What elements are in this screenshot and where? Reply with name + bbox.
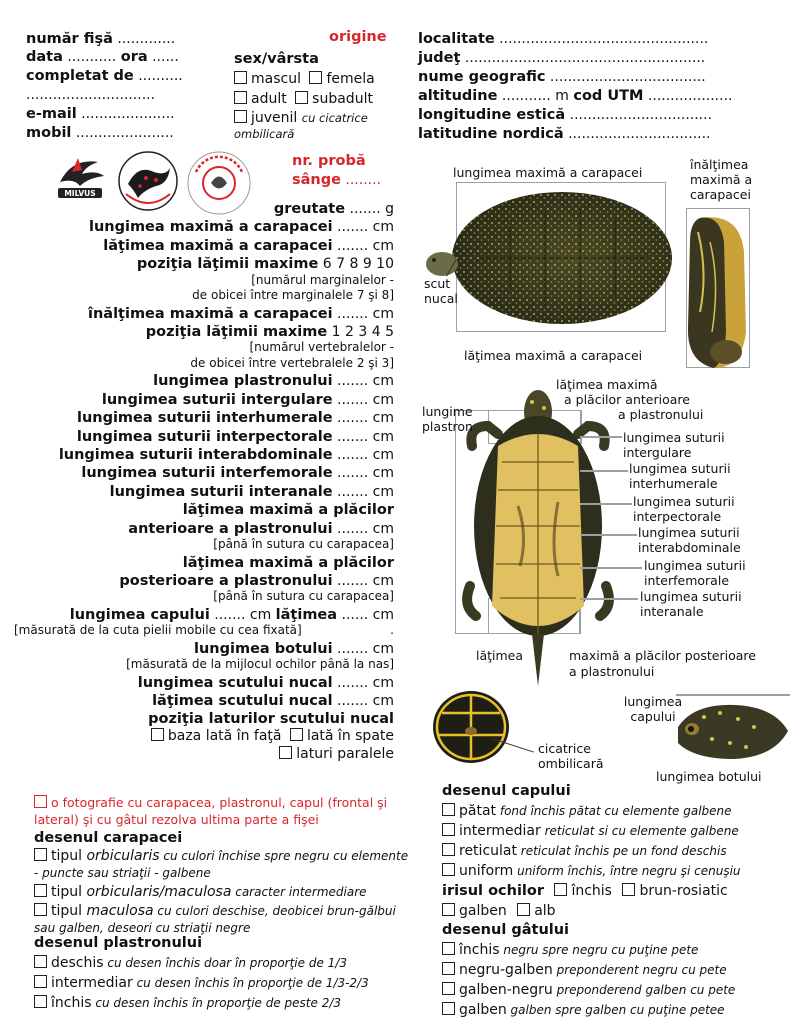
measurement-value[interactable]: ....... g: [345, 201, 394, 217]
origine-label: origine: [329, 29, 387, 45]
label-umbilical: cicatrice ombilicară: [538, 741, 604, 771]
label-carapace-width: lăţimea maximă a carapacei: [464, 348, 643, 363]
photo-note: o fotografie cu carapacea, plastronul, capul (frontal şi lateral) şi cu gâtul rezolva ultima parte a fişei: [34, 795, 388, 827]
measurement-value[interactable]: ....... cm: [332, 447, 394, 463]
sex-title: sex/vârsta: [234, 51, 319, 67]
label-suture-interfemoral: lungimea suturii interfemorale: [644, 558, 746, 588]
measurement-label: lăţimea maximă a plăcilor: [182, 502, 394, 519]
measurement-note: [numărul marginalelor -: [251, 272, 394, 287]
sex-row-2: adult subadult: [234, 90, 373, 109]
measurement-value[interactable]: ....... cm: [332, 465, 394, 482]
field-judet[interactable]: judeţ ......................................................: [418, 50, 706, 66]
iris-row-2: galben alb: [442, 901, 792, 921]
milvus-logo: [52, 152, 108, 204]
head-pattern-section: [442, 782, 792, 1020]
checkbox-iris-galben[interactable]: [442, 903, 455, 916]
checkbox-nucal-front[interactable]: [151, 728, 164, 741]
checkbox-subadult[interactable]: [295, 91, 308, 104]
field-nume-geografic[interactable]: nume geografic ...................................: [418, 69, 706, 85]
measurement-value[interactable]: ....... cm: [332, 237, 394, 254]
neck-items-option[interactable]: închis negru spre negru cu puţine pete: [442, 940, 792, 960]
label-suture-interabdominal: lungimea suturii interabdominale: [638, 525, 741, 555]
plastron-items-option[interactable]: închis cu desen închis în proporţie de peste 2/3: [34, 993, 414, 1013]
field-numar-fisa[interactable]: număr fişă .............: [26, 31, 176, 47]
sex-row-1: mascul femela: [234, 70, 375, 89]
measurement-note: de obicei între vertebralele 2 şi 3]: [190, 355, 394, 370]
checkbox-femela[interactable]: [309, 71, 322, 84]
measurement-label: lungimea suturii interfemorale: [81, 465, 333, 482]
field-completat-de[interactable]: completat de ..........: [26, 68, 183, 84]
head-size-note: [măsurată de la cuta pielii mobile cu cea fixată] .: [14, 623, 394, 638]
measurement-label: lungimea scutului nucal: [137, 674, 333, 691]
carapace-photo: [420, 186, 676, 331]
amphibian-logo: [116, 150, 180, 212]
label-anterior-width: lăţimea maximă a plăcilor anterioare a plastronului: [556, 377, 704, 422]
plastron-items-option[interactable]: intermediar cu desen închis în proporţie de 1/3-2/3: [34, 973, 414, 993]
label-snout-length: lungimea botului: [656, 769, 762, 784]
measurement-label: poziţia laturilor scutului nucal: [148, 711, 394, 728]
measurement-value[interactable]: ....... cm: [332, 373, 394, 390]
measurement-value[interactable]: ....... cm: [332, 219, 394, 236]
checkbox[interactable]: [34, 975, 47, 988]
checkbox-photo[interactable]: [34, 795, 47, 808]
measurement-label: lungimea suturii interhumerale: [76, 410, 333, 427]
measurement-label: lăţimea scutului nucal: [152, 693, 333, 709]
head_pattern-items-option[interactable]: intermediar reticulat si cu elemente galbene: [442, 821, 792, 841]
label-suture-interanal: lungimea suturii interanale: [640, 589, 742, 619]
head-size-row[interactable]: lungimea capului ....... cm lăţimea ...... cm: [69, 606, 394, 623]
label-suture-interpectoral: lungimea suturii interpectorale: [633, 494, 735, 524]
checkbox[interactable]: [442, 1002, 455, 1015]
checkbox-iris-inchis[interactable]: [554, 883, 567, 896]
field-altitudine-utm[interactable]: altitudine ........... m cod UTM ...................: [418, 88, 733, 104]
svg-text:MILVUS: MILVUS: [64, 189, 96, 198]
carapace-pattern-section: [34, 829, 414, 939]
carapace-items-option[interactable]: tipul orbicularis/maculosa caracter intermediare: [34, 884, 414, 901]
measurement-label: lungimea suturii interabdominale: [58, 447, 333, 463]
neck-pattern-title: desenul gâtului: [442, 922, 570, 938]
label-scut-nucal: scut nucal: [424, 276, 458, 306]
measurement-label: lăţimea maximă a carapacei: [103, 237, 333, 254]
measurement-value[interactable]: ....... cm: [332, 572, 394, 589]
field-data-ora[interactable]: data ........... ora ......: [26, 49, 179, 65]
label-carapace-length: lungimea maximă a carapacei: [453, 165, 643, 180]
label-plastron-length: lungime plastron: [422, 404, 473, 434]
tick-3: [580, 503, 632, 505]
head_pattern-items-option[interactable]: reticulat reticulat închis pe un fond deschis: [442, 841, 792, 861]
adoptions-logo: [186, 150, 252, 216]
plastron-photo: [458, 386, 618, 686]
blood-sample-label: nr. probă: [292, 153, 366, 169]
measurement-value[interactable]: ....... cm: [332, 640, 394, 657]
carapace-items-option[interactable]: tipul maculosa cu culori deschise, deobicei brun-gălbui sau galben, deseori cu striaţii negre: [34, 903, 396, 935]
measurement-label: înălţimea maximă a carapacei: [88, 305, 333, 322]
measurement-note: de obicei între marginalele 7 şi 8]: [192, 288, 394, 303]
measurement-label: lungimea plastronului: [153, 373, 333, 390]
checkbox[interactable]: [442, 843, 455, 856]
checkbox[interactable]: [34, 995, 47, 1008]
carapace-pattern-title: desenul carapacei: [34, 830, 183, 846]
measurement-value[interactable]: ....... cm: [332, 693, 394, 709]
tick-6: [580, 598, 638, 600]
label-posterior-width-c: a plastronului: [569, 664, 655, 679]
head_pattern-items-option[interactable]: pătat fond închis pătat cu elemente galbene: [442, 801, 792, 821]
checkbox[interactable]: [442, 962, 455, 975]
head-photo: [674, 697, 792, 765]
measurement-label: greutate: [273, 201, 346, 217]
measurement-note: [măsurată de la mijlocul ochilor până la nas]: [126, 657, 394, 672]
label-suture-interhumeral: lungimea suturii interhumerale: [629, 461, 731, 491]
checkbox[interactable]: [442, 803, 455, 816]
plastron-pattern-title: desenul plastronului: [34, 935, 203, 951]
checkbox-nucal-parallel[interactable]: [279, 746, 292, 759]
field-longitudine[interactable]: longitudine estică ................................: [418, 107, 713, 123]
field-mobil[interactable]: mobil ......................: [26, 125, 174, 141]
checkbox[interactable]: [442, 863, 455, 876]
carapace-items-option[interactable]: tipul orbicularis cu culori închise spre negru cu elemente - puncte sau striaţii - galbene: [34, 848, 409, 880]
measurement-value[interactable]: ....... cm: [332, 391, 394, 408]
measurement-value[interactable]: 6 7 8 9 10: [318, 256, 394, 273]
checkbox-iris-brun[interactable]: [622, 883, 635, 896]
field-completat-de-cont[interactable]: .............................: [26, 87, 156, 103]
measurement-label: lungimea suturii intergulare: [101, 391, 333, 408]
checkbox-iris-alb[interactable]: [517, 903, 530, 916]
measurement-note: [până în sutura cu carapacea]: [213, 589, 394, 604]
measurement-label: lăţimea maximă a plăcilor: [182, 554, 394, 571]
carapace-side-photo: [680, 212, 758, 372]
field-latitudine[interactable]: latitudine nordică ................................: [418, 126, 711, 142]
neck-items-option[interactable]: galben-negru preponderend galben cu pete: [442, 980, 792, 1000]
plastron-pattern-section: [34, 934, 414, 1013]
field-localitate[interactable]: localitate ...............................................: [418, 31, 709, 47]
tick-4: [580, 534, 637, 536]
checkbox[interactable]: [442, 823, 455, 836]
checkbox[interactable]: [34, 955, 47, 968]
measurement-value[interactable]: ....... cm: [332, 428, 394, 445]
measurement-label: lungimea maximă a carapacei: [88, 219, 333, 236]
label-posterior-width-b: maximă a plăcilor posterioare: [569, 648, 756, 663]
measurement-label: posterioare a plastronului: [119, 572, 333, 589]
measurement-label: anterioare a plastronului: [128, 520, 333, 537]
checkbox-juvenil[interactable]: [234, 110, 247, 123]
checkbox[interactable]: [34, 903, 47, 916]
checkbox-nucal-back[interactable]: [290, 728, 303, 741]
measurement-label: lungimea suturii interpectorale: [76, 428, 333, 445]
measurement-value[interactable]: ....... cm: [332, 674, 394, 691]
measurement-label: poziţia lăţimii maxime: [136, 256, 319, 273]
head-length-guide: [676, 694, 790, 696]
plastron-items-option[interactable]: deschis cu desen închis doar în proporţie de 1/3: [34, 953, 414, 973]
tick-2: [580, 470, 628, 472]
checkbox-mascul[interactable]: [234, 71, 247, 84]
measurement-label: lungimea botului: [194, 640, 333, 657]
tick-5: [580, 567, 642, 569]
neck-items-option[interactable]: galben galben spre galben cu puţine petee: [442, 1000, 792, 1020]
tick-1: [580, 436, 622, 438]
measurement-label: poziţia lăţimii maxime: [145, 324, 328, 340]
checkbox-adult[interactable]: [234, 91, 247, 104]
sex-row-3: juvenil cu cicatrice ombilicară: [234, 110, 368, 141]
neck-items-option[interactable]: negru-galben preponderent negru cu pete: [442, 960, 792, 980]
label-posterior-width-a: lăţimea: [476, 648, 524, 663]
measurement-value[interactable]: 1 2 3 4 5: [327, 324, 394, 340]
measurement-note: [până în sutura cu carapacea]: [213, 537, 394, 551]
field-email[interactable]: e-mail .....................: [26, 106, 175, 122]
label-suture-intergular: lungimea suturii intergulare: [623, 430, 725, 460]
checkbox[interactable]: [34, 884, 47, 897]
head-pattern-title: desenul capului: [442, 783, 571, 799]
checkbox[interactable]: [34, 848, 47, 861]
blood-sample-field[interactable]: sânge ........: [292, 172, 382, 188]
measurement-label: lungimea suturii interanale: [109, 483, 333, 500]
nucal-options-row-2: laturi paralele: [279, 745, 394, 764]
measurement-note: [numărul vertebralelor -: [249, 340, 394, 355]
measurement-value[interactable]: ....... cm: [332, 305, 394, 322]
label-head-length: lungimea capului: [623, 694, 683, 724]
head_pattern-items-option[interactable]: uniform uniform închis, între negru şi cenuşiu: [442, 861, 792, 881]
measurement-value[interactable]: ....... cm: [332, 483, 394, 500]
measurement-value[interactable]: ....... cm: [332, 520, 394, 537]
iris-row: irisul ochilor închis brun-rosiatic: [442, 883, 728, 899]
nucal-options-row: baza lată în faţă lată în spate: [151, 727, 394, 746]
label-carapace-height: înălţimea maximă a carapacei: [690, 157, 753, 202]
juvenile-photo: [424, 683, 518, 767]
measurement-value[interactable]: ....... cm: [332, 410, 394, 427]
checkbox[interactable]: [442, 982, 455, 995]
checkbox[interactable]: [442, 942, 455, 955]
